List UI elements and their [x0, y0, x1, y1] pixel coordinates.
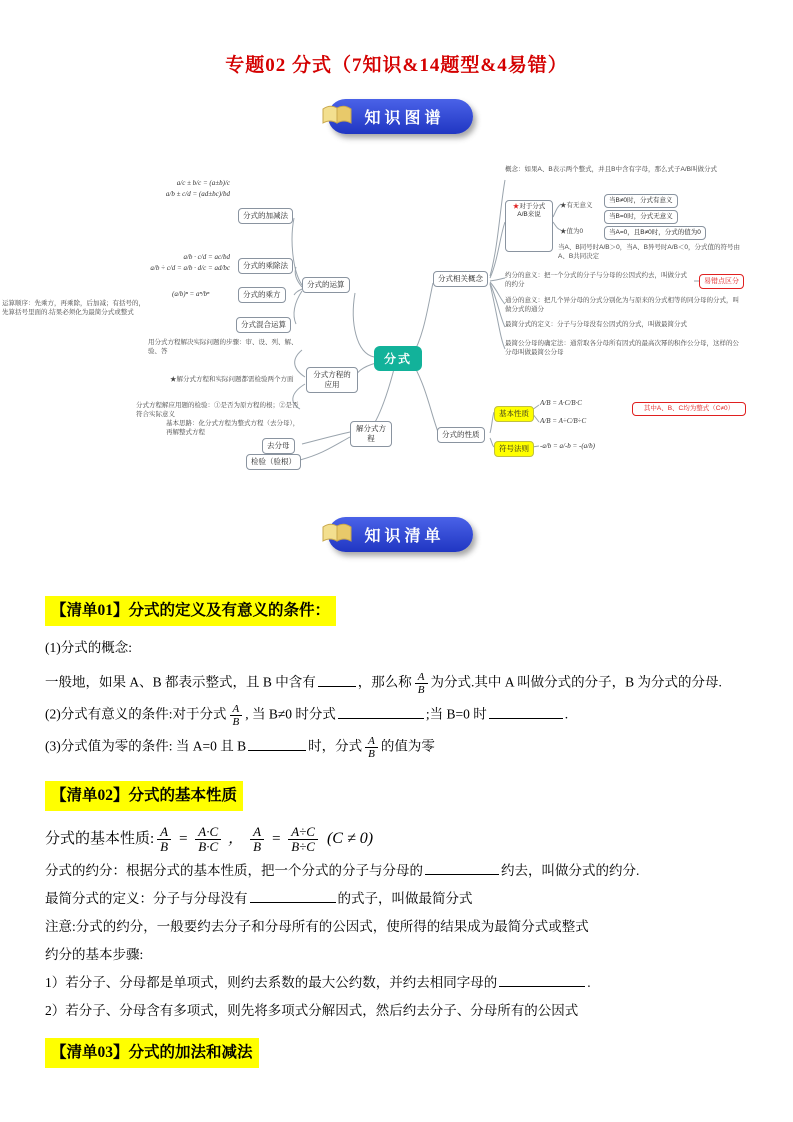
text: .	[564, 706, 569, 722]
property-note-box: 其中A、B、C均为整式（C≠0）	[632, 402, 746, 416]
text: 分式的约分：根据分式的基本性质，把一个分式的分子与分母的	[45, 863, 423, 879]
mindmap-node-properties: 分式的性质	[437, 427, 485, 443]
equals-sign: =	[178, 830, 189, 847]
text: .	[587, 974, 591, 990]
text: 最简分式的定义：分子与分母没有	[45, 891, 248, 907]
denominator: B	[160, 838, 169, 854]
text: (3)分式值为零的条件: 当 A=0 且 B	[45, 739, 247, 754]
paragraph-defined-condition	[45, 703, 748, 728]
denominator: B·C	[198, 838, 219, 854]
mindmap-node-solve-equation: 解分式方程	[350, 421, 392, 447]
fraction-a-over-b	[157, 825, 171, 855]
text: 一般地，如果 A、B 都表示整式，且 B 中含有	[45, 674, 316, 690]
property-formula-1: A/B = A·C/B·C	[540, 399, 582, 407]
fraction-adc-over-bdc	[288, 825, 318, 855]
denominator: B	[368, 748, 375, 761]
solve-basic-idea: 基本思路：化分式方程为整式方程（去分母），再解整式方程	[166, 420, 300, 436]
mindmap-node-concepts: 分式相关概念	[433, 271, 488, 287]
paragraph-step-2	[45, 1001, 748, 1022]
numerator: A·C	[195, 825, 221, 840]
text: 2）若分子、分母含有多项式，则先将多项式分解因式，然后约去分子、分母所有的公因式	[45, 1002, 579, 1018]
numerator: A	[365, 735, 378, 748]
mindmap-node-clear-denominator: 去分母	[262, 438, 295, 454]
mindmap-node-equation-application: 分式方程的应用	[306, 367, 358, 393]
numerator: A	[415, 671, 428, 684]
text: 约去，叫做分式的约分.	[501, 863, 640, 879]
basic-property-formula	[45, 825, 748, 855]
mindmap-node-add-sub: 分式的加减法	[238, 208, 293, 224]
denominator: B	[253, 838, 262, 854]
equals-sign: =	[271, 830, 282, 847]
add-formula-1: a/c ± b/c = (a±b)/c	[176, 179, 230, 187]
fill-blank	[318, 673, 356, 687]
mindmap-node-check-root: 检验（验根）	[246, 454, 301, 470]
mul-div-formulas	[100, 252, 230, 274]
sign-law-label: 符号法则	[494, 441, 534, 457]
fill-blank	[499, 973, 585, 987]
mul-formula-2: a/b ÷ c/d = a/b · d/c = ad/bc	[150, 264, 230, 273]
star-icon: ★	[512, 203, 520, 210]
zero-value-condition: 当A=0，且B≠0时，分式的值为0	[604, 226, 706, 240]
paragraph-step-1	[45, 973, 748, 994]
numerator: A	[250, 825, 264, 840]
fraction-a-over-b	[415, 671, 428, 696]
fraction-ac-over-bc	[195, 825, 221, 855]
paragraph-concept	[45, 671, 748, 696]
property-formula-2: A/B = A÷C/B÷C	[540, 417, 587, 425]
text: 的值为零	[380, 739, 435, 754]
meaning-label: ★有无意义	[560, 202, 593, 209]
sign-rule-note: 当A、B同号时A/B＞0，当A、B异号时A/B＜0，分式值的符号由A、B共同决定	[558, 244, 741, 260]
page-title: 专题02 分式（7知识&14题型&4易错）	[225, 55, 568, 76]
section-01-header: 【清单01】分式的定义及有意义的条件：	[45, 596, 336, 626]
fraction-a-over-b	[365, 735, 378, 760]
text: (1)分式的概念:	[45, 640, 132, 656]
add-formula-2: a/b ± c/d = (ad±bc)/bd	[165, 190, 230, 199]
numerator: A	[157, 825, 171, 840]
add-sub-formulas	[128, 178, 230, 200]
fraction-definition: 概念：如果A、B表示两个整式，并且B中含有字母，那么式子A/B叫做分式	[505, 166, 717, 173]
paragraph-zero-condition	[45, 735, 748, 760]
text: 约分的基本步骤:	[45, 946, 144, 962]
text: 的式子，叫做最简分式	[337, 891, 473, 907]
equation-check-warning: ★解分式方程和实际问题都需检验两个方面	[170, 376, 294, 383]
fraction-a-over-b	[230, 703, 243, 728]
text: 注意:分式的约分，一般要约去分子和分母所有的公因式，使所得的结果成为最简分式或整式	[45, 918, 589, 934]
paragraph-note	[45, 917, 748, 938]
operation-order-note: 运算顺序：先乘方，再乘除，后加减；有括号的，先算括号里面的.结果必须化为最简分式或整式	[2, 300, 145, 316]
numerator: A÷C	[288, 825, 318, 840]
paragraph-concept-label	[45, 638, 748, 659]
c-not-zero-note: (C ≠ 0)	[326, 829, 374, 847]
paragraph-steps-label	[45, 945, 748, 966]
common-denominator-note: 通分的意义：把几个异分母的分式分别化为与原来的分式相等的同分母的分式，叫做分式的通分	[505, 297, 739, 313]
mindmap-node-mul-div: 分式的乘除法	[238, 258, 293, 274]
text: , 当 B≠0 时分式	[245, 706, 336, 722]
text: ，那么称	[357, 674, 412, 690]
error-prone-box: 易错点区分	[699, 274, 744, 289]
fill-blank	[338, 705, 424, 719]
lcd-rule-note: 最简公分母的确定法：通常取各分母所有因式的最高次幂的积作公分母，这样的公分母叫做最简公分母	[505, 340, 739, 356]
meaning-case-undefined: 当B=0时，分式无意义	[604, 210, 678, 224]
denominator: B	[232, 716, 240, 729]
book-icon	[320, 102, 354, 131]
paragraph-simplest-def	[45, 889, 748, 910]
text: 为分式.其中 A 叫做分式的分子，B 为分式的分母.	[430, 674, 722, 690]
text: 时，分式	[308, 739, 363, 754]
equation-check-note: 分式方程解应用题的检验：①是否为原方程的根；②是否符合实际意义	[136, 402, 299, 418]
knowledge-map-pill: 知识图谱	[328, 99, 472, 134]
text: ;当 B=0 时	[425, 706, 487, 722]
reduce-meaning-note: 约分的意义：把一个分式的分子与分母的公因式约去，叫做分式的约分	[505, 272, 687, 288]
denominator: B	[417, 684, 425, 697]
fraction-a-over-b	[250, 825, 264, 855]
denominator: B÷C	[291, 838, 315, 854]
simplest-fraction-note: 最简分式的定义：分子与分母没有公因式的分式，叫做最简分式	[505, 321, 687, 328]
knowledge-list-pill: 知识清单	[328, 517, 472, 552]
mindmap-center-node: 分式	[374, 346, 422, 371]
paragraph-reduction	[45, 861, 748, 882]
knowledge-list-banner	[0, 517, 793, 552]
power-formula: (a/b)ⁿ = aⁿ/bⁿ	[172, 290, 210, 298]
fill-blank	[250, 890, 336, 904]
numerator: A	[230, 703, 243, 716]
mindmap-node-power: 分式的乘方	[238, 287, 286, 303]
mindmap-node-operations: 分式的运算	[302, 277, 350, 293]
meaning-case-defined: 当B≠0时，分式有意义	[604, 194, 678, 208]
basic-property-label: 基本性质	[494, 406, 534, 422]
equation-steps-note: 用分式方程解决实际问题的步骤：审、设、列、解、验、答	[148, 339, 298, 355]
fill-blank	[248, 738, 306, 752]
text: (2)分式有意义的条件:对于分式	[45, 706, 227, 722]
mindmap-node-mixed-ops: 分式混合运算	[236, 317, 291, 333]
mul-formula-1: a/b · c/d = ac/bd	[183, 253, 230, 261]
knowledge-mindmap	[0, 160, 793, 475]
section-02-header: 【清单02】分式的基本性质	[45, 781, 243, 811]
text: 1）若分子、分母都是单项式，则约去系数的最大公约数，并约去相同字母的	[45, 974, 498, 990]
mindmap-node-about-fraction	[505, 200, 553, 252]
book-icon	[320, 520, 354, 549]
section-03-header: 【清单03】分式的加法和减法	[45, 1038, 259, 1068]
knowledge-map-banner	[0, 99, 793, 134]
fill-blank	[425, 862, 499, 876]
about-fraction-label: 对于分式A/B来说	[517, 203, 546, 219]
fill-blank	[489, 705, 563, 719]
formula-label: 分式的基本性质:	[45, 830, 155, 847]
sign-law-formula: -a/b = a/-b = -(a/b)	[540, 442, 595, 450]
document-body	[45, 552, 748, 1068]
zero-value-label: ★值为0	[560, 228, 584, 235]
comma: ，	[228, 830, 244, 847]
